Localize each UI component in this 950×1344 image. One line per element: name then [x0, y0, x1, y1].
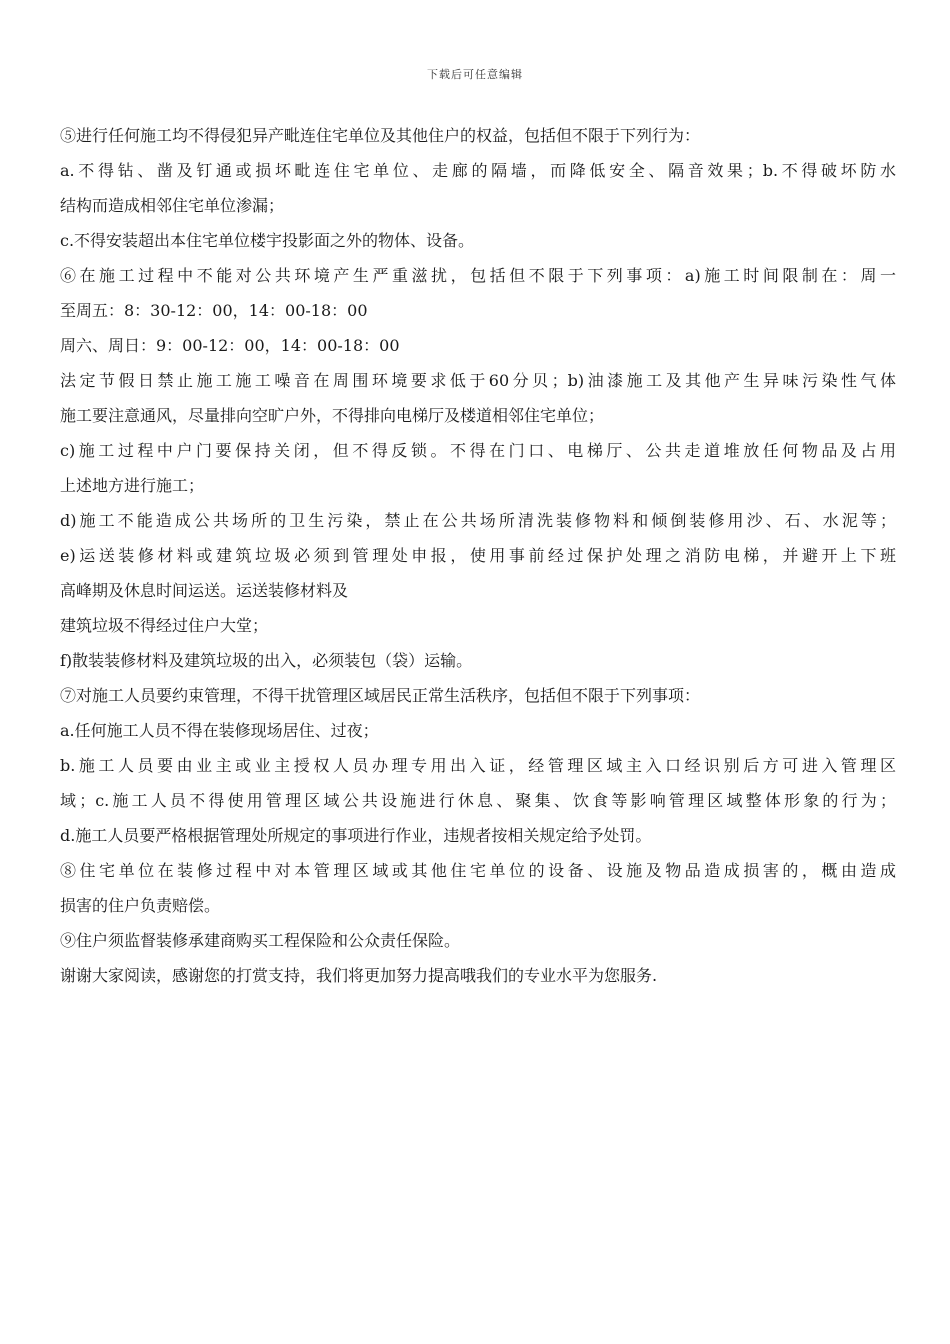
text-line: ⑤进行任何施工均不得侵犯异产毗连住宅单位及其他住户的权益，包括但不限于下列行为：: [60, 126, 701, 145]
text-line: c)施工过程中户门要保持关闭，但不得反锁。不得在门口、电梯厅、公共走道堆放任何物品及占用: [60, 441, 896, 460]
text-line: 施工要注意通风，尽量排向空旷户外，不得排向电梯厅及楼道相邻住宅单位；: [60, 406, 605, 425]
text-line: 周六、周日：9：00-12：00，14：00-18：00: [60, 336, 400, 355]
text-line: d.施工人员要严格根据管理处所规定的事项进行作业，违规者按相关规定给予处罚。: [60, 826, 652, 845]
text-line: ⑧住宅单位在装修过程中对本管理区域或其他住宅单位的设备、设施及物品造成损害的，概由造成: [60, 861, 896, 880]
text-line: 上述地方进行施工；: [60, 476, 205, 495]
document-body: [60, 124, 896, 999]
text-line: b.施工人员要由业主或业主授权人员办理专用出入证，经管理区域主入口经识别后方可进入管理区: [60, 756, 896, 775]
text-line: d)施工不能造成公共场所的卫生污染，禁止在公共场所清洗装修物料和倾倒装修用沙、石、水泥等；: [60, 511, 896, 530]
text-line: c.不得安装超出本住宅单位楼宇投影面之外的物体、设备。: [60, 231, 475, 250]
text-line: 谢谢大家阅读，感谢您的打赏支持，我们将更加努力提高哦我们的专业水平为您服务.: [60, 966, 658, 985]
text-line: ⑦对施工人员要约束管理，不得干扰管理区域居民正常生活秩序，包括但不限于下列事项：: [60, 686, 701, 705]
text-line: e)运送装修材料或建筑垃圾必须到管理处申报，使用事前经过保护处理之消防电梯，并避开上下班: [60, 546, 896, 565]
text-line: 建筑垃圾不得经过住户大堂；: [60, 616, 269, 635]
text-line: 至周五：8：30-12：00，14：00-18：00: [60, 301, 368, 320]
text-line: 法定节假日禁止施工施工噪音在周围环境要求低于60分贝；b)油漆施工及其他产生异味污染性气体: [60, 371, 896, 390]
text-line: ⑥在施工过程中不能对公共环境产生严重滋扰，包括但不限于下列事项：a)施工时间限制在：周一: [60, 266, 896, 285]
text-line: a.不得钻、凿及钉通或损坏毗连住宅单位、走廊的隔墙，而降低安全、隔音效果；b.不得破坏防水: [60, 161, 896, 180]
text-line: 高峰期及休息时间运送。运送装修材料及: [60, 581, 349, 600]
text-line: 结构而造成相邻住宅单位渗漏；: [60, 196, 285, 215]
text-line: a.任何施工人员不得在装修现场居住、过夜；: [60, 721, 379, 740]
text-line: ⑨住户须监督装修承建商购买工程保险和公众责任保险。: [60, 931, 461, 950]
text-line: 损害的住户负责赔偿。: [60, 896, 221, 915]
text-line: f)散装装修材料及建筑垃圾的出入，必须装包（袋）运输。: [60, 651, 473, 670]
text-line: 域；c.施工人员不得使用管理区域公共设施进行休息、聚集、饮食等影响管理区域整体形象的行为；: [60, 791, 896, 810]
page-header: 下载后可任意编辑: [427, 68, 523, 81]
